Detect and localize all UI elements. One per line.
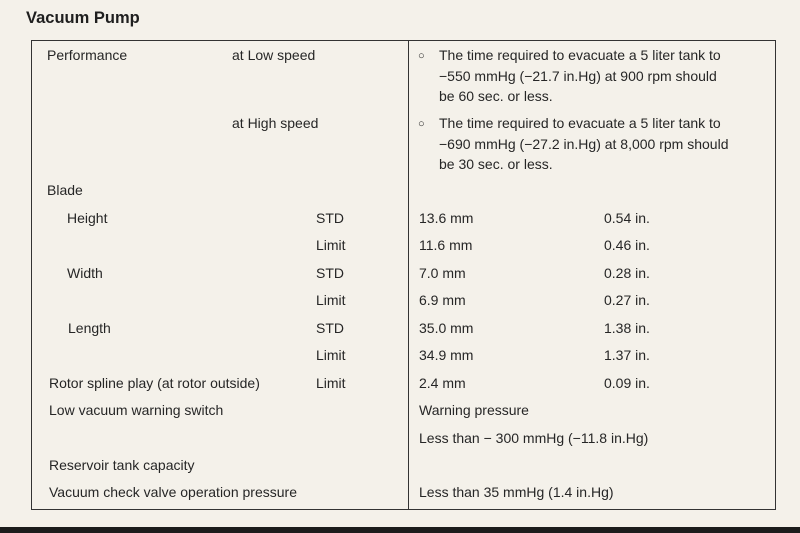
performance-low-line: be 60 sec. or less.: [439, 88, 553, 104]
low-vacuum-switch-label: Low vacuum warning switch: [49, 402, 224, 418]
performance-high-line: −690 mmHg (−27.2 in.Hg) at 8,000 rpm should: [439, 135, 729, 152]
performance-label: Performance: [47, 47, 128, 63]
blade-height-label: Height: [67, 210, 108, 226]
performance-low-line: −550 mmHg (−21.7 in.Hg) at 900 rpm should: [439, 67, 717, 84]
page-title: Vacuum Pump: [26, 9, 140, 27]
blade-width-std-imperial: 0.28 in.: [604, 265, 650, 281]
blade-height-limit-metric: 11.6 mm: [419, 237, 473, 253]
blade-length-std-imperial: 1.38 in.: [604, 320, 650, 336]
spec-table: [31, 40, 776, 510]
performance-low-spec: [439, 45, 721, 107]
blade-width-label: Width: [67, 265, 103, 281]
reservoir-capacity-label: Reservoir tank capacity: [49, 457, 195, 473]
blade-width-limit-imperial: 0.27 in.: [604, 292, 650, 308]
blade-height-std-imperial: 0.54 in.: [604, 210, 650, 226]
blade-length-limit-type: Limit: [316, 347, 346, 363]
blade-length-label: Length: [68, 320, 111, 336]
blade-label: Blade: [47, 182, 83, 198]
rotor-spline-play-label: Rotor spline play (at rotor outside): [49, 375, 260, 391]
blade-height-limit-type: Limit: [316, 237, 346, 253]
column-divider: [408, 40, 409, 510]
performance-high-condition: at High speed: [232, 115, 319, 131]
performance-high-line: be 30 sec. or less.: [439, 156, 553, 172]
check-valve-label: Vacuum check valve operation pressure: [49, 484, 297, 500]
performance-high-spec: [439, 113, 729, 175]
blade-height-limit-imperial: 0.46 in.: [604, 237, 650, 253]
blade-length-std-type: STD: [316, 320, 344, 336]
performance-high-bullet-icon: ○: [418, 118, 425, 130]
rotor-spline-play-type: Limit: [316, 375, 346, 391]
page-bottom-rule: [0, 527, 800, 533]
performance-high-line: The time required to evacuate a 5 liter tank to: [439, 115, 721, 131]
check-valve-value: Less than 35 mmHg (1.4 in.Hg): [419, 484, 614, 500]
performance-low-condition: at Low speed: [232, 47, 316, 63]
blade-width-std-metric: 7.0 mm: [419, 265, 466, 281]
blade-height-std-metric: 13.6 mm: [419, 210, 474, 226]
warning-pressure-value: Less than − 300 mmHg (−11.8 in.Hg): [419, 430, 649, 446]
warning-pressure-label: Warning pressure: [419, 402, 529, 418]
blade-length-limit-imperial: 1.37 in.: [604, 347, 650, 363]
performance-low-bullet-icon: ○: [418, 50, 425, 62]
blade-length-limit-metric: 34.9 mm: [419, 347, 474, 363]
blade-height-std-type: STD: [316, 210, 344, 226]
blade-width-std-type: STD: [316, 265, 344, 281]
rotor-spline-play-imperial: 0.09 in.: [604, 375, 650, 391]
blade-width-limit-metric: 6.9 mm: [419, 292, 466, 308]
rotor-spline-play-metric: 2.4 mm: [419, 375, 466, 391]
blade-length-std-metric: 35.0 mm: [419, 320, 474, 336]
blade-width-limit-type: Limit: [316, 292, 346, 308]
performance-low-line: The time required to evacuate a 5 liter tank to: [439, 47, 721, 63]
